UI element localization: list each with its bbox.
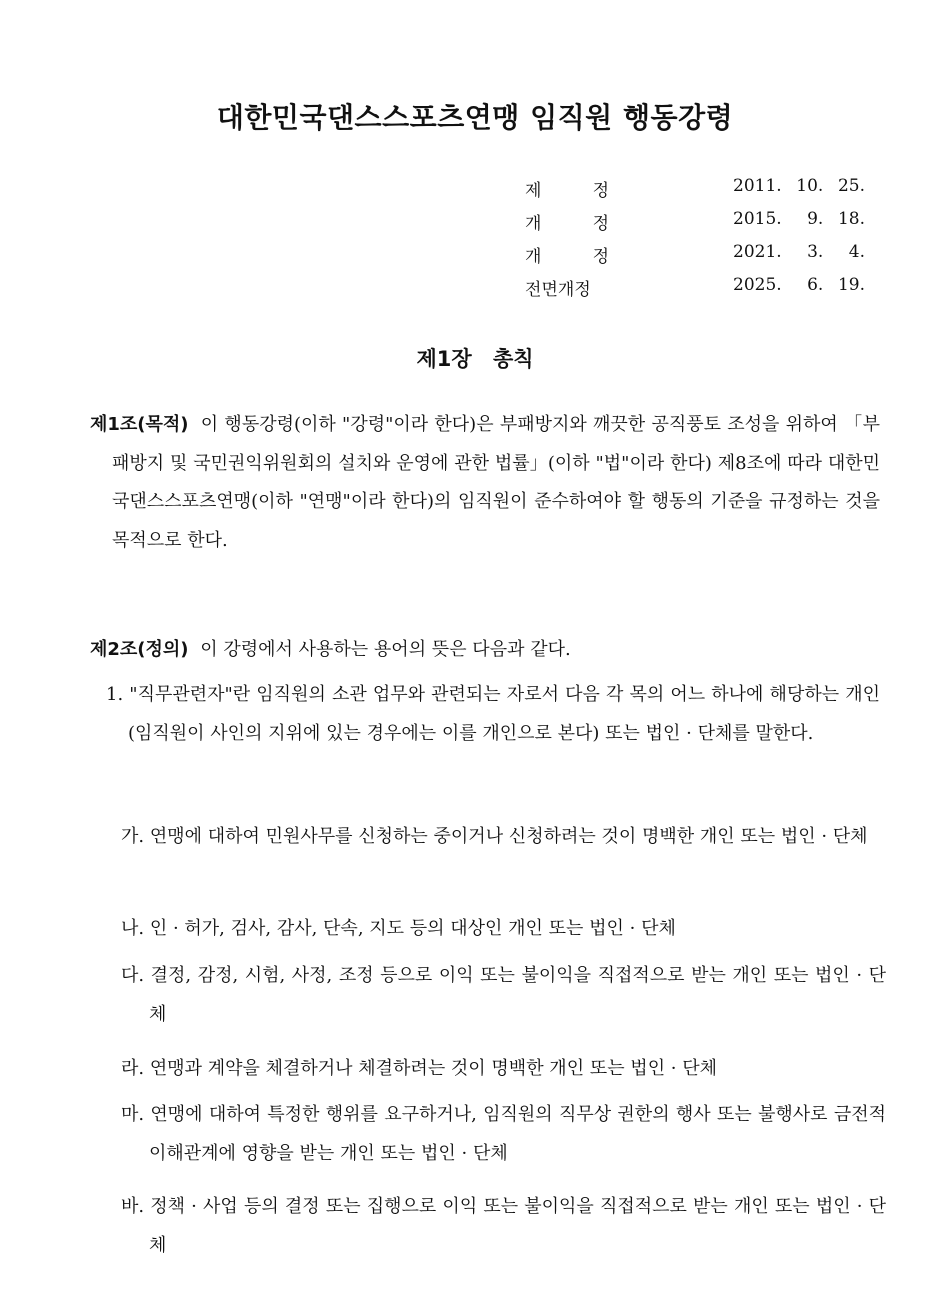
definition-subitem: 마. 연맹에 대하여 특정한 행위를 요구하거나, 임직원의 직무상 권한의 행사 또는 불행사로 금전적 이해관계에 영향을 받는 개인 또는 법인 · 단체 (121, 1104, 886, 1164)
revision-date: 2011. 10. 25. (733, 176, 865, 196)
revision-label: 개 정 (525, 214, 609, 234)
revision-row (525, 209, 865, 242)
revision-label: 제 정 (525, 181, 609, 201)
revision-row (525, 176, 865, 209)
revision-label: 개 정 (525, 247, 609, 267)
article-2-heading: 제2조(정의) (90, 639, 189, 660)
revision-date: 2021. 3. 4. (733, 242, 865, 262)
document-title: 대한민국댄스스포츠연맹 임직원 행동강령 (216, 101, 734, 134)
revision-date: 2015. 9. 18. (733, 209, 865, 229)
chapter-heading (0, 343, 950, 373)
definition-subitem: 바. 정책 · 사업 등의 결정 또는 집행으로 이익 또는 불이익을 직접적으로 받는 개인 또는 법인 · 단체 (121, 1196, 886, 1256)
revision-history (525, 176, 865, 308)
article-1-body: 이 행동강령(이하 "강령"이라 한다)은 부패방지와 깨끗한 공직풍토 조성을 위하여 「부패방지 및 국민권익위원회의 설치와 운영에 관한 법률」(이하 "법"이라 한다) 제8조에 따라 대한민국댄스스포츠연맹(이하 "연맹"이라 한다)의 임직원이 준수하여야 할 행동의 기준을 규정하는 것을 목적으로 한다. (112, 414, 880, 551)
definition-subitem: 다. 결정, 감정, 시험, 사정, 조정 등으로 이익 또는 불이익을 직접적으로 받는 개인 또는 법인 · 단체 (121, 965, 886, 1025)
revision-date: 2025. 6. 19. (733, 275, 865, 295)
revision-label: 전 면 개 정 (525, 280, 591, 300)
revision-row (525, 275, 865, 308)
definition-item-1: 1. "직무관련자"란 임직원의 소관 업무와 관련되는 자로서 다음 각 목의 어느 하나에 해당하는 개인(임직원이 사인의 지위에 있는 경우에는 이를 개인으로 본다) 또는 법인 · 단체를 말한다. (106, 684, 880, 744)
article-1 (90, 406, 880, 560)
chapter-name: 총칙 (492, 347, 534, 371)
article-1-heading: 제1조(목적) (90, 414, 189, 435)
article-2 (90, 631, 858, 670)
chapter-number: 제1장 (416, 347, 472, 371)
definition-subitem: 라. 연맹과 계약을 체결하거나 체결하려는 것이 명백한 개인 또는 법인 · 단체 (121, 1058, 718, 1079)
article-2-body: 이 강령에서 사용하는 용어의 뜻은 다음과 같다. (200, 639, 571, 660)
definition-subitem: 가. 연맹에 대하여 민원사무를 신청하는 중이거나 신청하려는 것이 명백한 개인 또는 법인 · 단체 (121, 826, 868, 847)
revision-row (525, 242, 865, 275)
definition-subitem: 나. 인 · 허가, 검사, 감사, 단속, 지도 등의 대상인 개인 또는 법인 · 단체 (121, 918, 676, 939)
